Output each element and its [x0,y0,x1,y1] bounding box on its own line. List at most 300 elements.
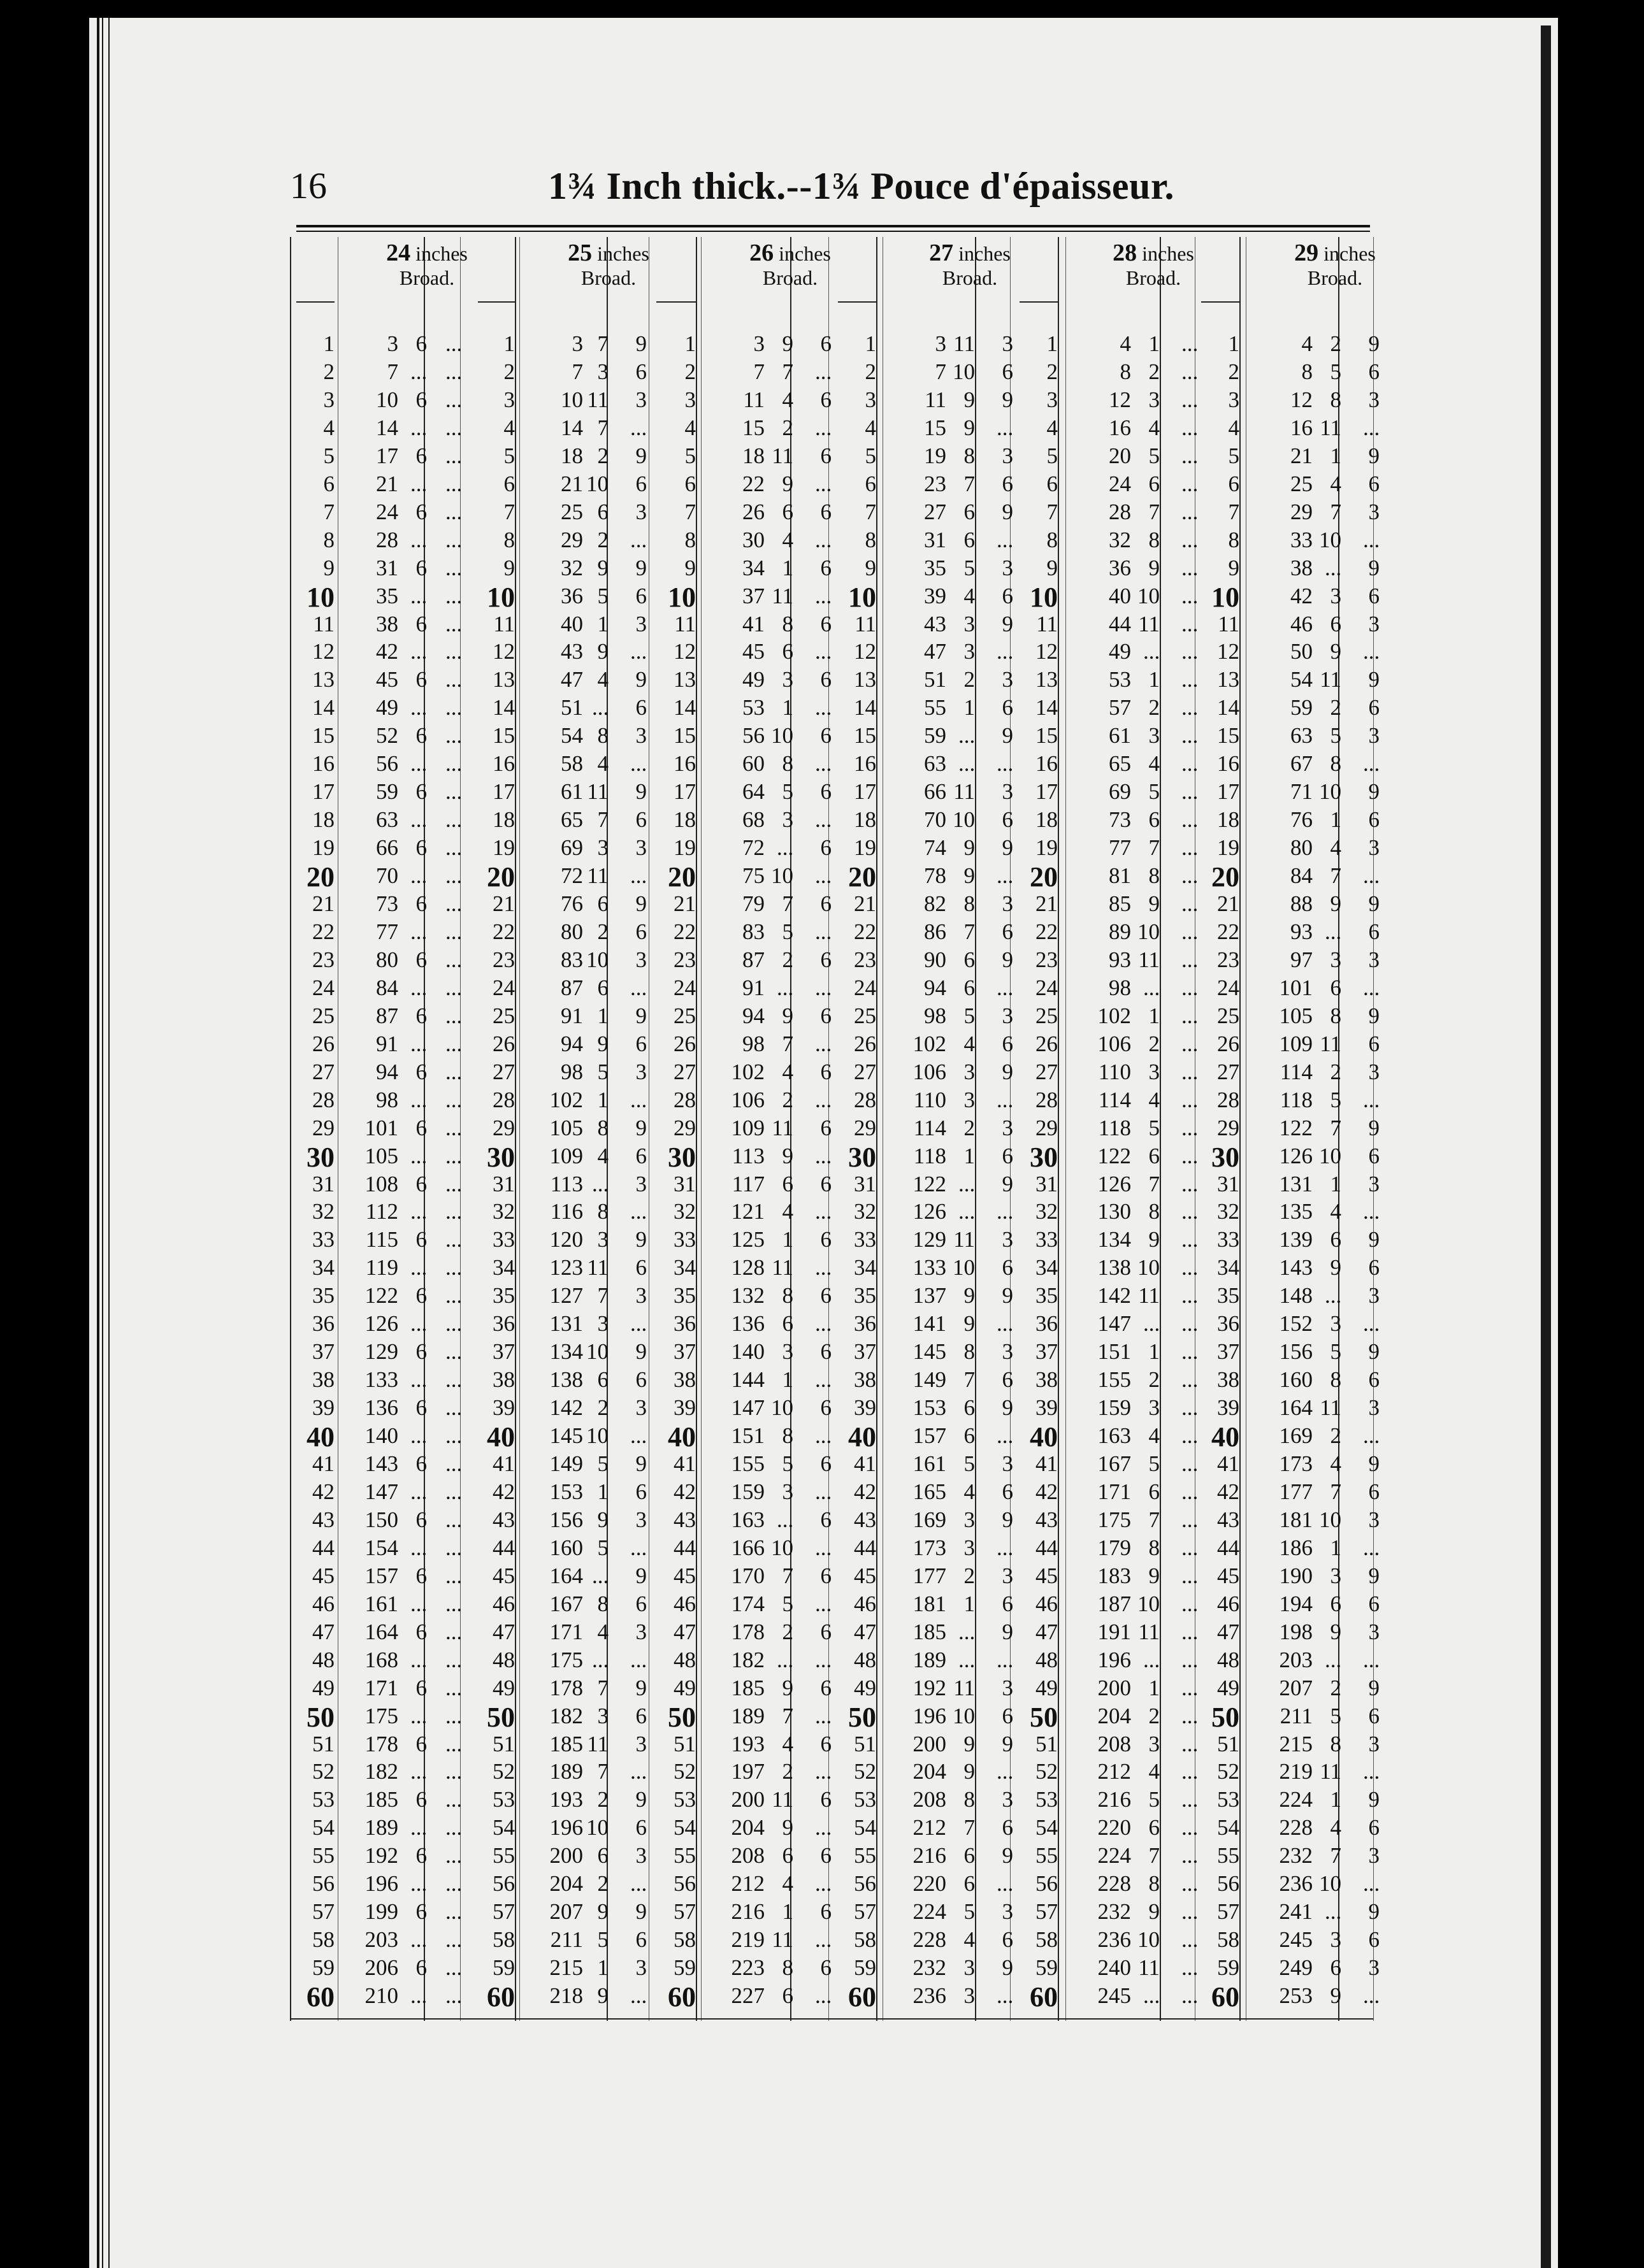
row-number: 49 [1035,1675,1058,1700]
feet-value: 21 [1290,443,1313,468]
row-number: 6 [503,471,515,496]
feet-value: 40 [561,611,583,636]
parts-value: ... [445,1003,463,1028]
feet-value: 61 [1109,723,1131,749]
inches-value: 6 [415,1451,427,1476]
parts-value: 6 [820,947,832,972]
feet-value: 38 [1290,555,1313,580]
row-number: 12 [493,639,515,664]
parts-value: 3 [1002,1115,1013,1140]
parts-value: ... [445,1367,463,1393]
row-number: 52 [312,1759,335,1784]
parts-value: ... [1181,975,1199,1000]
parts-value: ... [1181,387,1199,412]
row-number: 8 [1228,527,1239,552]
feet-value: 118 [913,1143,946,1168]
header-unit: inches [774,242,831,265]
inches-value: 2 [782,1759,793,1784]
inches-value: ... [958,1619,976,1644]
parts-value: ... [630,1311,647,1337]
feet-value: 79 [742,891,765,916]
row-number: 36 [312,1311,335,1337]
row-number: 60 [848,1981,876,2013]
running-head: 1¾ Inch thick.--1¾ Pouce d'épaisseur. [548,165,1175,207]
feet-value: 203 [1279,1647,1313,1672]
parts-value: 9 [1002,499,1013,524]
inches-value: 6 [415,555,427,580]
row-number: 54 [674,1815,696,1841]
inches-value: 7 [597,415,609,440]
row-number: 50 [848,1701,876,1733]
inches-value: 6 [415,1059,427,1084]
feet-value: 115 [365,1227,398,1252]
feet-value: 156 [549,1507,583,1532]
inches-value: 5 [782,1451,793,1476]
row-number: 17 [1035,779,1058,805]
inches-value: ... [777,835,794,861]
header-broad: Broad. [1125,266,1181,289]
feet-value: 148 [1279,1283,1313,1309]
parts-value: 3 [635,1843,647,1869]
row-number: 51 [1217,1731,1239,1756]
feet-value: 190 [1279,1563,1313,1588]
page-number: 16 [290,165,327,206]
inches-value: 4 [1148,1087,1160,1112]
row-number: 34 [312,1255,335,1281]
row-number: 35 [493,1283,515,1309]
feet-value: 19 [924,443,946,468]
inches-value: 9 [963,415,975,440]
inches-value: 4 [963,1927,975,1953]
inches-value: 11 [587,779,609,805]
parts-value: 6 [635,695,647,721]
inches-value: 1 [1330,807,1341,833]
parts-value: ... [815,527,832,552]
parts-value: 9 [1002,1955,1013,1981]
inches-value: 5 [782,779,793,805]
parts-value: 6 [820,667,832,693]
inches-value: 7 [782,1703,793,1728]
feet-value: 119 [365,1255,398,1281]
feet-value: 196 [549,1815,583,1841]
parts-value: ... [445,1059,463,1084]
inches-value: 1 [1148,1675,1160,1700]
inches-value: 4 [1330,1199,1341,1224]
row-number: 19 [493,835,515,861]
column-rule [696,237,697,2021]
feet-value: 83 [561,947,583,972]
parts-value: ... [445,1171,463,1196]
feet-value: 151 [1097,1339,1131,1365]
row-number: 43 [674,1507,696,1532]
feet-value: 129 [364,1339,398,1365]
row-number: 58 [493,1927,515,1953]
column-rule [1058,237,1059,2021]
parts-value: 9 [1002,1171,1013,1196]
inches-value: 9 [1148,555,1160,580]
row-number: 46 [493,1591,515,1616]
inches-value: ... [410,359,428,384]
parts-value: ... [445,1563,463,1588]
parts-value: ... [1363,1871,1380,1897]
parts-value: ... [997,751,1014,777]
parts-value: ... [997,1311,1014,1337]
parts-value: ... [1181,1031,1199,1056]
row-number: 14 [854,695,876,721]
inches-value: 3 [597,1703,609,1728]
inches-value: 10 [1319,1507,1341,1532]
inches-value: 2 [963,1115,975,1140]
inches-value: 10 [1137,1255,1160,1281]
row-number: 27 [1035,1059,1058,1084]
feet-value: 170 [731,1563,765,1588]
feet-value: 216 [1097,1787,1131,1812]
inches-value: 11 [772,1787,793,1812]
inches-value: ... [410,1871,428,1897]
feet-value: 114 [1098,1087,1131,1112]
parts-value: 3 [1002,1787,1013,1812]
inches-value: 8 [782,1423,793,1449]
row-number: 53 [312,1787,335,1812]
parts-value: ... [1181,1563,1199,1588]
column-header [720,241,860,290]
parts-value: ... [815,1871,832,1897]
inches-value: 6 [415,1563,427,1588]
row-number: 40 [848,1421,876,1453]
row-number: 41 [312,1451,335,1476]
feet-value: 91 [561,1003,583,1028]
feet-value: 189 [364,1815,398,1841]
row-number: 11 [854,611,876,636]
row-number: 38 [674,1367,696,1393]
row-number: 24 [493,975,515,1000]
inches-value: 8 [1148,1199,1160,1224]
row-number: 47 [854,1619,876,1644]
feet-value: 101 [364,1115,398,1140]
feet-value: 210 [364,1983,398,2009]
feet-value: 183 [1097,1563,1131,1588]
inches-value: 4 [1148,1759,1160,1784]
inches-value: 9 [782,471,793,496]
inches-value: 9 [782,1675,793,1700]
inches-value: 2 [597,527,609,552]
inches-value: ... [1143,1983,1160,2009]
parts-value: ... [445,1759,463,1784]
number-column-rule [1020,301,1058,303]
row-number: 18 [1217,807,1239,833]
parts-value: ... [445,1843,463,1869]
parts-value: ... [630,751,647,777]
feet-value: 196 [364,1871,398,1897]
inches-value: 6 [415,1899,427,1925]
inches-value: 6 [415,611,427,636]
parts-value: ... [815,751,832,777]
feet-value: 126 [1279,1143,1313,1168]
inches-value: 3 [1330,1563,1341,1588]
parts-value: ... [815,1311,832,1337]
inches-value: 8 [782,1955,793,1981]
parts-value: ... [815,1983,832,2009]
row-number: 33 [1035,1227,1058,1252]
inches-value: 6 [415,1339,427,1365]
feet-value: 182 [731,1647,765,1672]
parts-value: ... [445,695,463,721]
row-number: 20 [1211,861,1239,893]
feet-value: 167 [549,1591,583,1616]
parts-value: ... [1181,471,1199,496]
feet-value: 63 [376,807,398,833]
parts-value: ... [1181,1451,1199,1476]
row-number: 55 [493,1843,515,1869]
inches-value: ... [410,1423,428,1449]
inches-value: 8 [1330,1367,1341,1393]
row-number: 27 [854,1059,876,1084]
parts-value: 9 [1368,1675,1380,1700]
inches-value: 7 [1330,499,1341,524]
parts-value: ... [997,415,1014,440]
parts-value: 3 [1002,667,1013,693]
parts-value: 6 [820,723,832,749]
parts-value: 6 [635,1815,647,1841]
feet-value: 16 [1109,415,1131,440]
row-number: 24 [1217,975,1239,1000]
feet-value: 220 [912,1871,946,1897]
row-number: 6 [684,471,696,496]
inches-value: 5 [1330,1703,1341,1728]
feet-value: 76 [1290,807,1313,833]
row-number: 41 [1217,1451,1239,1476]
parts-value: 9 [635,667,647,693]
parts-value: ... [1363,1423,1380,1449]
row-number: 28 [674,1087,696,1112]
feet-value: 4 [1301,331,1313,356]
feet-value: 177 [912,1563,946,1588]
feet-value: 191 [1097,1619,1131,1644]
feet-value: 216 [731,1899,765,1925]
feet-value: 94 [924,975,946,1000]
row-number: 35 [1035,1283,1058,1309]
parts-value: ... [445,835,463,861]
row-number: 32 [854,1199,876,1224]
feet-value: 169 [1279,1423,1313,1449]
parts-value: 9 [1002,1395,1013,1421]
parts-value: ... [1363,415,1380,440]
row-number: 47 [312,1619,335,1644]
feet-value: 65 [1109,751,1131,777]
row-number: 24 [854,975,876,1000]
parts-value: 3 [635,1955,647,1981]
feet-value: 118 [1280,1087,1313,1112]
feet-value: 29 [1290,499,1313,524]
inches-value: 1 [1330,443,1341,468]
row-number: 39 [1217,1395,1239,1421]
inches-value: 6 [782,1311,793,1337]
inches-value: ... [410,1311,428,1337]
feet-value: 45 [742,639,765,664]
inches-value: 7 [597,1759,609,1784]
feet-value: 155 [731,1451,765,1476]
feet-value: 8 [1120,359,1131,384]
row-number: 42 [1217,1479,1239,1504]
row-number: 22 [1217,919,1239,944]
parts-value: 9 [635,1675,647,1700]
parts-value: 3 [1368,499,1380,524]
parts-value: ... [815,1479,832,1504]
row-number: 54 [854,1815,876,1841]
inches-value: 5 [1148,779,1160,805]
inches-value: 7 [1330,1115,1341,1140]
parts-value: ... [445,1927,463,1953]
parts-value: ... [1181,639,1199,664]
parts-value: 6 [1002,1815,1013,1841]
inches-value: 9 [1330,891,1341,916]
row-number: 38 [493,1367,515,1393]
header-broad: Broad. [1307,266,1363,289]
inches-value: ... [410,975,428,1000]
row-number: 3 [503,387,515,412]
parts-value: ... [445,891,463,916]
parts-value: 9 [635,1899,647,1925]
row-number: 6 [865,471,876,496]
parts-value: 6 [1002,1927,1013,1953]
row-number: 2 [684,359,696,384]
feet-value: 173 [1279,1451,1313,1476]
inches-value: ... [1325,555,1342,580]
feet-value: 159 [731,1479,765,1504]
row-number: 41 [674,1451,696,1476]
parts-value: ... [997,1983,1014,2009]
feet-value: 160 [1279,1367,1313,1393]
feet-value: 86 [924,919,946,944]
inches-value: 5 [597,1535,609,1560]
header-width-number: 29 [1294,240,1319,266]
parts-value: ... [1363,975,1380,1000]
parts-value: 6 [1002,1031,1013,1056]
parts-value: 3 [1002,1339,1013,1365]
feet-value: 98 [561,1059,583,1084]
feet-value: 200 [912,1731,946,1756]
row-number: 52 [1035,1759,1058,1784]
row-number: 53 [1035,1787,1058,1812]
parts-value: 6 [820,1395,832,1421]
inches-value: 6 [963,499,975,524]
parts-value: 6 [635,919,647,944]
row-number: 1 [1046,331,1058,356]
parts-value: 6 [820,1955,832,1981]
number-column-rule [656,301,696,303]
inches-value: 8 [1148,1871,1160,1897]
row-number: 34 [674,1255,696,1281]
parts-value: 6 [635,1367,647,1393]
parts-value: ... [630,975,647,1000]
row-number: 52 [674,1759,696,1784]
feet-value: 113 [550,1171,583,1196]
feet-value: 106 [912,1059,946,1084]
row-number: 60 [668,1981,696,2013]
row-number: 47 [674,1619,696,1644]
number-column-rule [1201,301,1239,303]
feet-value: 35 [924,555,946,580]
feet-value: 109 [731,1115,765,1140]
parts-value: 6 [635,583,647,608]
row-number: 11 [674,611,696,636]
parts-value: 3 [1368,1507,1380,1532]
column-rule [1160,237,1161,2021]
row-number: 46 [1217,1591,1239,1616]
feet-value: 169 [912,1507,946,1532]
inches-value: 6 [415,1171,427,1196]
parts-value: 3 [1002,443,1013,468]
row-number: 25 [1217,1003,1239,1028]
column-header [538,241,679,290]
parts-value: 9 [1002,387,1013,412]
inches-value: 1 [1330,1787,1341,1812]
inches-value: 6 [415,499,427,524]
column-rule [975,237,976,2021]
feet-value: 101 [1279,975,1313,1000]
inches-value: 1 [963,1591,975,1616]
feet-value: 66 [924,779,946,805]
row-number: 26 [1035,1031,1058,1056]
inches-value: 6 [597,975,609,1000]
inches-value: 5 [1330,1339,1341,1365]
row-number: 32 [493,1199,515,1224]
row-number: 1 [865,331,876,356]
row-number: 38 [1035,1367,1058,1393]
feet-value: 43 [924,611,946,636]
row-number: 59 [1035,1955,1058,1981]
row-number: 17 [493,779,515,805]
row-number: 13 [674,667,696,693]
parts-value: 9 [1368,1787,1380,1812]
feet-value: 177 [1279,1479,1313,1504]
column-header [1083,241,1223,290]
feet-value: 150 [364,1507,398,1532]
inches-value: 10 [953,1703,975,1728]
inches-value: 5 [597,1451,609,1476]
feet-value: 186 [1279,1535,1313,1560]
row-number: 45 [674,1563,696,1588]
feet-value: 211 [550,1927,583,1953]
row-number: 53 [854,1787,876,1812]
inches-value: 6 [415,1115,427,1140]
row-number: 36 [854,1311,876,1337]
row-number: 33 [312,1227,335,1252]
inches-value: 3 [1330,1311,1341,1337]
parts-value: ... [1181,667,1199,693]
parts-value: 3 [635,1059,647,1084]
row-number: 31 [1217,1171,1239,1196]
feet-value: 80 [1290,835,1313,861]
row-number: 46 [674,1591,696,1616]
feet-value: 45 [376,667,398,693]
feet-value: 182 [549,1703,583,1728]
parts-value: ... [1181,1815,1199,1841]
header-broad: Broad. [942,266,998,289]
row-number: 49 [854,1675,876,1700]
row-number: 30 [487,1141,515,1173]
feet-value: 30 [742,527,765,552]
feet-value: 117 [732,1171,765,1196]
inches-value: 11 [1320,1031,1341,1056]
feet-value: 147 [364,1479,398,1504]
header-broad: Broad. [580,266,637,289]
parts-value: ... [1181,1983,1199,2009]
inches-value: 9 [963,1759,975,1784]
parts-value: 3 [635,1507,647,1532]
row-number: 23 [312,947,335,972]
row-number: 20 [848,861,876,893]
